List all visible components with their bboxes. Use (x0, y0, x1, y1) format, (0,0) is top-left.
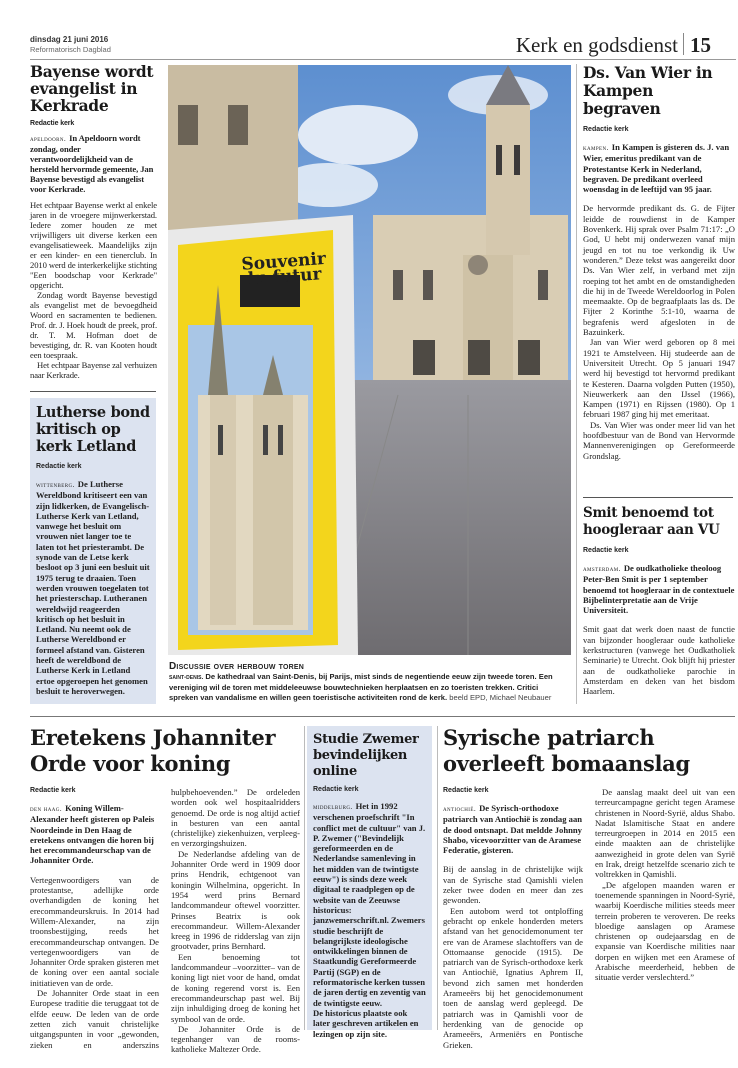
byline: Redactie kerk (30, 120, 75, 127)
paragraph: Bij de aanslag in de christelijke wijk van de Syrische stad Qamishli vielen zeker twee doden en meer dan zes gewonden. (443, 864, 583, 906)
section-title: Kerk en godsdienst (515, 33, 678, 57)
byline: Redactie kerk (583, 126, 629, 133)
caption-dateline: saint-denis. (169, 674, 204, 681)
headline: Lutherse bond kritisch op kerk Letland (36, 404, 150, 455)
paragraph: Jan van Wier werd geboren op 8 mei 1921 te Amstelveen. Hij studeerde aan de Universiteit Utrecht. Op 5 januari 1947 werd hij bevestigd tot hervormd predikant te Kesteren. Daarna volgden Putten (1950), Nieuwerkerk aan den IJssel (1966), Kampen (1971) en Rijssen (1980). Op 1 februari 1987 ging hij met emeritaat. (583, 337, 735, 420)
article-zwemer (307, 726, 432, 1039)
column-divider (437, 726, 438, 1030)
poster-title: Souvenir du futur (240, 248, 327, 290)
headline: Studie Zwemer bevindelijken online (313, 732, 419, 779)
article-smit (583, 505, 735, 697)
caption-text: De kathedraal van Saint-Denis, bij Parijs, mist sinds de negentiende eeuw zijn tweede toren. Een vereniging wil de toren met middeleeuwse bouwtechnieken herplaatsen en zo toeristen trekken. Critici spreken van vandalisme en willen geen toeristische activiteiten rond de kerk. (169, 672, 553, 703)
lead: middelburg. Het in 1992 verschenen proefschrift "In conflict met de cultuur" van J. P. Zwemer ("Bevindelijk gereformeerden en de Nederlandse samenleving in het midden van de twintigste eeuw") is sinds deze week digitaal te raadplegen op de website van de Zeeuwse historicus: janzwemerschrift.nl. Zwemers studie beschrijft de belangrijkste ideologische ontwikkelingen binnen de Staatkundig Gereformeerde Partij (SGP) en de reformatorische kerken tussen de jaren dertig en zeventig van de twintigste eeuw. (313, 801, 426, 1008)
byline: Redactie kerk (30, 787, 76, 794)
headline: Syrische patriarch overleeft bomaanslag (443, 725, 690, 776)
paragraph: „De afgelopen maanden waren er toenemende spanningen in Noord-Syrië, waarbij Koerdische milities steeds meer terrein proberen te veroveren. De reeks bloedige aanslagen op Aramese christenen op oudejaarsdag en de expansie van Koerdische milities naar dorpen en wijken met een Aramese of Arabische meerderheid, hebben de situatie verder verslechterd.” (595, 879, 735, 983)
paragraph: De hervormde predikant ds. G. de Fijter leidde de rouwdienst in de Kamper Bovenkerk. Hij sprak over Psalm 71:17: „O God, U hebt mij onderwezen vanaf mijn jeugd en tot nu toe verkondig ik Uw wonderen.” Deze tekst was aangereikt door Ds. Van Wier zelf, in verband met zijn roeping tot het ambt en de omstandigheden die hij in de Tweede Wereldoorlog in Polen meemaakte. Op de begraafplaats las ds. De Fijter 2 Korinthe 5:1-10, waarna de begrafenis werd afgesloten in de Bazuinkerk. (583, 203, 735, 338)
byline: Redactie kerk (583, 547, 629, 554)
paragraph: Smit gaat dat werk doen naast de functie van bijzonder hoogleraar oude katholieke kerkstructuren (vanwege het Oudkatholiek Seminarie) te Utrecht. Ook blijft hij priester aan de oudkatholieke parochie in Amsterdam en deken van het bisdom Haarlem. (583, 624, 735, 697)
byline: Redactie kerk (313, 786, 359, 793)
cathedral-photo (168, 65, 571, 655)
paragraph: De Johanniter Orde staat in een Europese traditie die teruggaat tot de elfde eeuw. De leden van de orde zetten zich vanuit christelijke uitgangspunten in voor „gewonden, zieken en anderszins hulpbehoevenden.” De ordeleden worden ook wel hospitaalridders genoemd. De orde is nog altijd actief in besturen van een aantal (christelijke) ziekenhuizen, verpleeg- en verzorgingshuizen. (30, 787, 300, 1050)
lead: den haag. Koning Willem-Alexander heeft gisteren op Paleis Noordeinde in Den Haag de eretekens ontvangen die horen bij het erecommandeurschap van de Johanniter Orde. (30, 803, 155, 866)
issue-date: dinsdag 21 juni 2016 (30, 35, 109, 44)
headline: Smit benoemd tot hoogleraar aan VU (583, 505, 720, 538)
dateline: amsterdam. (583, 564, 621, 573)
page-number: 15 (690, 33, 711, 57)
paragraph: Het echtpaar Bayense werkt al enkele jaren in de vroegere mijnwerkerstad. Iedere zomer houden ze met vrijwilligers uit diverse kerken een evangelisatieweek. Maandelijks zijn er een kinder- en een tienerclub. In 2010 werd de interkerkelijke stichting "Een boodschap voor Kerkrade" opgericht. (30, 200, 157, 290)
lead: wittenberg. De Lutherse Wereldbond kritiseert een van zijn lidkerken, de Evangelisch-Lutherse Kerk van Letland, vanwege het besluit om vrouwen niet langer toe te laten tot het priesterambt. De synode van de Letse kerk besloot op 3 juni een besluit uit 1975 terug te draaien. Toen werden vrouwen toegelaten tot het priesterschap. Lutheranen wereldwijd reageerden kritisch op het besluit in Letland. Nu neemt ook de Lutherse Wereldbond er formeel afstand van. Gisteren heeft de wereldbond de Lutherse Kerk in Letland ertoe opgeroepen het genomen besluit te heroverwegen. (36, 479, 150, 696)
column-divider (304, 726, 305, 1030)
paragraph: Een autobom werd tot ontploffing gebracht op enkele honderden meters afstand van het genocidemonument ter ere van de Aramese slachtoffers van de Ottomaanse genocide (1915). De patriarch van de Syrisch-orthodoxe kerk van Antiochië, Ignatius Aphrem II, bevond zich samen met honderden Arameeërs bij het genocidemonument toen de aanslag werd gepleegd. De patriarch was in Qamishli voor de herdenking van de genocide op Arameeërs, Armeniërs en Pontische Grieken. (443, 905, 583, 1050)
paragraph: De Nederlandse afdeling van de Johanniter Orde werd in 1909 door prins Hendrik, echtgenoot van koningin Wilhelmina, opgericht. In 1954 werd prins Bernard landcommandeur oftewel voorzitter. Prinses Beatrix is ook erecommandeur. Willem-Alexander kreeg in 1996 de ridderslag van zijn grootvader, prins Bernhard. (171, 848, 300, 952)
dateline: wittenberg. (36, 480, 75, 489)
dateline: antiochië. (443, 804, 477, 813)
caption-title: Discussie over herbouw toren (169, 661, 304, 672)
article-van-wier (583, 64, 735, 461)
article-lutherse (30, 398, 156, 704)
article-divider (583, 497, 733, 498)
lead: kampen. In Kampen is gisteren ds. J. van Wier, emeritus predikant van de Protestantse Kerk in Nederland, begraven. De predikant overleed woensdag in de leeftijd van 95 jaar. (583, 142, 730, 195)
photo-credit: beeld EPD, Michael Neubauer (449, 693, 552, 703)
article-bayense (30, 63, 157, 380)
paragraph: De aanslag maakt deel uit van een terreurcampagne gericht tegen Aramese christenen in Noord-Syrië, aldus Shabo. Nadat Islamitische Staat en andere terreurgroepen in 2014 en 2015 een einde maakten aan de christelijke aanwezigheid in grote delen van Syrië en Irak, dreigt hetzelfde scenario zich te voltrekken in Qamishli. (595, 787, 735, 880)
dateline: apeldoorn. (30, 134, 67, 143)
saint-denis-photo (168, 65, 571, 655)
dateline: den haag. (30, 804, 63, 813)
paragraph: De Johanniter Orde is de tegenhanger van de rooms-katholieke Maltezer Orde. (171, 1023, 300, 1055)
lead: amsterdam. De oudkatholieke theoloog Peter-Ben Smit is per 1 september benoemd tot hoogleraar in de contextuele Bijbelinterpretatie aan de Vrije Universiteit. (583, 563, 735, 616)
headline: Bayense wordt evangelist in Kerkrade (30, 62, 154, 115)
newspaper-name: Reformatorisch Dagblad (30, 45, 111, 54)
byline: Redactie kerk (36, 463, 82, 470)
paragraph: Vertegenwoordigers van de protestantse, adellijke orde overhandigden de koning het erecommandeurskruis. In 2014 had Willem-Alexander, na zijn troonsbestijging, reeds het erecommandeurschap ontvangen. De vertegenwoordigers van de Johanniter Orde spraken gisteren met de koning over een aantal sociale initiatieven van de orde. (30, 874, 159, 988)
header-divider (683, 33, 684, 55)
headline: Eretekens Johanniter Orde voor koning (30, 725, 276, 776)
dateline: kampen. (583, 143, 609, 152)
column-divider (576, 64, 577, 704)
lead: antiochië. De Syrisch-orthodoxe patriarch van Antiochië is zondag aan de dood ontsnapt. Dat meldde Johnny Shabo, vicevoorzitter van de Aramese Federatie, gisteren. (443, 803, 583, 856)
article-eretekens (30, 725, 300, 1057)
paragraph: Een benoeming tot landcommandeur –voorzitter– van de koning ligt niet voor de hand, omdat de koning regerend vorst is. Een erecommandeurschap past wel. Bij zijn inhuldiging droeg de koning het symbool van de orde. (171, 951, 300, 1024)
dateline: middelburg. (313, 802, 353, 811)
article-syrische (443, 725, 735, 1057)
article-divider (30, 391, 156, 392)
byline: Redactie kerk (443, 787, 489, 794)
paragraph: Het echtpaar Bayense zal verhuizen naar Kerkrade. (30, 360, 157, 380)
paragraph: Zondag wordt Bayense bevestigd als evangelist met de bevoegdheid Woord en sacramenten te bedienen. Prof. dr. J. Hoek houdt de preek, prof. dr. T. M. Hofman doet de bevestiging, dr. R. van Kooten houdt een toespraak. (30, 290, 157, 360)
headline: Ds. Van Wier in Kampen begraven (583, 63, 713, 118)
lead: apeldoorn. In Apeldoorn wordt zondag, onder verantwoordelijkheid van de hersteld hervormde gemeente, Jan Bayense bevestigd als evangelist voor Kerkrade. (30, 133, 154, 194)
paragraph: Ds. Van Wier was onder meer lid van het hoofdbestuur van de Bond van Hervormde Mannenverenigingen op Gereformeerde Grondslag. (583, 419, 735, 461)
header-rule (30, 59, 736, 60)
lead-continued: De historicus plaatste ook later geschreven artikelen en lezingen op zijn site. (313, 1007, 419, 1039)
section-rule (30, 716, 735, 717)
photo-caption (169, 661, 569, 704)
